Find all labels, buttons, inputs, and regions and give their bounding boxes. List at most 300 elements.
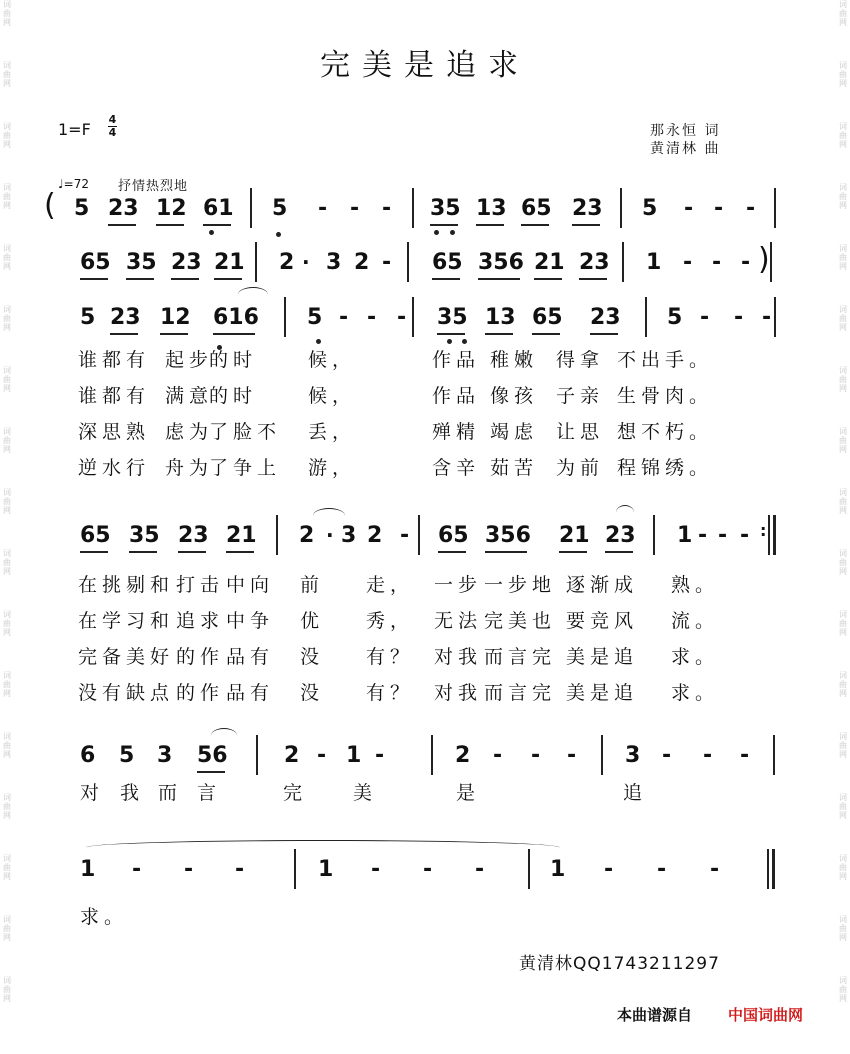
lyric-word: 没 [300, 682, 325, 704]
note: 3 [157, 743, 173, 768]
lyric-word: 没 [300, 646, 325, 668]
lyric-word: 的时 [209, 385, 258, 407]
watermark-char: 曲 [3, 924, 11, 933]
lyric-word: 我 [120, 782, 145, 804]
note: 3 [341, 523, 357, 548]
watermark-char: 词 [839, 183, 847, 192]
dash-note: - [184, 857, 194, 882]
watermark-gap [836, 1003, 850, 1037]
beam-line [213, 333, 255, 335]
bar-line [645, 297, 647, 337]
lyric-word: 的作 [176, 646, 225, 668]
lyric-word: 谁都有 [78, 385, 151, 407]
watermark-char: 曲 [839, 131, 847, 140]
lyric-line [0, 570, 850, 596]
watermark-char: 词 [3, 854, 11, 863]
watermark-char: 曲 [3, 131, 11, 140]
lyric-word: 谁都有 [78, 349, 151, 371]
watermark-char: 曲 [3, 70, 11, 79]
bar-line [412, 297, 414, 337]
note: 2 [299, 523, 315, 548]
watermark-char: 词 [3, 0, 11, 9]
lyric-word: 求。 [671, 682, 720, 704]
watermark-char: 曲 [3, 863, 11, 872]
bar-line [773, 735, 775, 775]
watermark-char: 网 [3, 628, 11, 637]
watermark-char: 词 [3, 183, 11, 192]
lyric-word: 在挑 [78, 574, 127, 596]
lyric-word: 逆水行 [78, 457, 151, 479]
lyric-word: 中向 [226, 574, 275, 596]
bar-line [431, 735, 433, 775]
lyric-word: 而言完 [484, 682, 557, 704]
watermark-char: 曲 [3, 985, 11, 994]
note: 1 [550, 857, 566, 882]
note: 5 [642, 196, 658, 221]
watermark-char: 网 [839, 140, 847, 149]
watermark-char: 网 [3, 18, 11, 27]
lyric-word: 剔和 [126, 574, 175, 596]
watermark-char: 词 [3, 427, 11, 436]
watermark-char: 网 [3, 201, 11, 210]
watermark-char: 曲 [3, 375, 11, 384]
notation-row [0, 242, 850, 290]
beam-line [437, 333, 465, 335]
note: 1 [677, 523, 693, 548]
lyric-word: 追 [623, 782, 648, 804]
beam-line [559, 551, 587, 553]
watermark-char: 曲 [839, 192, 847, 201]
watermark-gap [836, 149, 850, 183]
lyric-word: 品有 [226, 646, 275, 668]
lyric-word: 生骨 [617, 385, 666, 407]
watermark-char: 曲 [839, 253, 847, 262]
beam-line [156, 224, 184, 226]
beam-line [110, 333, 138, 335]
beam-line [590, 333, 618, 335]
watermark-char: 网 [3, 445, 11, 454]
lyric-word: 对我 [434, 646, 483, 668]
note: 23 [579, 250, 610, 275]
bar-line [407, 242, 409, 282]
lyric-word: 求。 [80, 906, 129, 928]
watermark-char: 网 [3, 689, 11, 698]
tie-arc [313, 508, 345, 523]
watermark-char: 曲 [3, 558, 11, 567]
watermark-char: 网 [839, 933, 847, 942]
lyric-word: 作品 [432, 385, 481, 407]
notation-row [0, 188, 850, 236]
watermark-char: 词 [3, 122, 11, 131]
lyric-word: 中争 [226, 610, 275, 632]
note: 2 [367, 523, 383, 548]
beam-line [214, 278, 242, 280]
octave-dot [434, 230, 439, 235]
note: 21 [214, 250, 245, 275]
bar-line [767, 849, 769, 889]
lyric-word: 了争上 [209, 457, 282, 479]
beam-line [197, 771, 225, 773]
lyric-word: 茹苦 [490, 457, 539, 479]
note: 21 [226, 523, 257, 548]
source-label: 本曲谱源自 [617, 1006, 693, 1024]
lyric-word: 逐渐 [566, 574, 615, 596]
beam-line [534, 278, 562, 280]
expression-mark: 抒情热烈地 [118, 179, 189, 194]
lyric-word: 求。 [671, 646, 720, 668]
beam-line [572, 224, 600, 226]
lyric-word: 一步地 [484, 574, 557, 596]
watermark-char: 词 [3, 305, 11, 314]
watermark-gap [836, 88, 850, 122]
final-bar-line [773, 515, 776, 555]
lyric-word: 子亲 [556, 385, 605, 407]
lyric-word: 前 [300, 574, 325, 596]
dash-note: - [684, 196, 694, 221]
note: 35 [430, 196, 461, 221]
note: 616 [213, 305, 259, 330]
lyric-word: 想不 [617, 421, 666, 443]
bar-line [774, 188, 776, 228]
watermark-char: 曲 [839, 802, 847, 811]
notation-row [0, 523, 850, 563]
source-site-link[interactable]: 中国词曲网 [728, 1006, 804, 1024]
bar-line [622, 242, 624, 282]
note: 1 [646, 250, 662, 275]
note: 3 [326, 250, 342, 275]
dash-note: - [762, 305, 772, 330]
dash-note: - [400, 523, 410, 548]
lyric-word: 对我 [434, 682, 483, 704]
watermark-char: 词 [839, 427, 847, 436]
watermark-gap [0, 820, 14, 854]
beam-line [129, 551, 157, 553]
lyric-word: 绣。 [665, 457, 714, 479]
note: 35 [437, 305, 468, 330]
lyric-word: 对 [80, 782, 105, 804]
lyric-word: 美 [353, 782, 378, 804]
note: 65 [80, 523, 111, 548]
watermark-char: 曲 [839, 314, 847, 323]
watermark-char: 词 [3, 915, 11, 924]
beam-line [579, 278, 607, 280]
dash-note: - [712, 250, 722, 275]
watermark-char: 曲 [839, 924, 847, 933]
note: 5 [667, 305, 683, 330]
watermark-char: 网 [3, 384, 11, 393]
lyric-word: 言 [197, 782, 222, 804]
tie-arc [86, 840, 560, 855]
lyric-word: 打击 [176, 574, 225, 596]
dash-note: - [371, 857, 381, 882]
note: 13 [476, 196, 507, 221]
watermark-char: 曲 [3, 192, 11, 201]
lyric-word: 作品 [432, 349, 481, 371]
lyric-word: 得拿 [556, 349, 605, 371]
watermark-char: 词 [3, 61, 11, 70]
lyric-line [0, 381, 850, 407]
lyric-word: 有？ [366, 682, 415, 704]
watermark-char: 词 [839, 549, 847, 558]
watermark-char: 曲 [839, 9, 847, 18]
bar-line [412, 188, 414, 228]
watermark-char: 网 [839, 689, 847, 698]
note: 65 [532, 305, 563, 330]
note: 1 [80, 857, 96, 882]
bar-line [256, 735, 258, 775]
beam-line [438, 551, 466, 553]
tie-arc [238, 287, 268, 302]
note: 65 [432, 250, 463, 275]
dash-note: - [700, 305, 710, 330]
watermark-char: 曲 [839, 680, 847, 689]
beam-line [485, 551, 527, 553]
bar-line [250, 188, 252, 228]
lyric-word: 没有 [78, 682, 127, 704]
lyric-word: 游， [308, 457, 357, 479]
dash-note: - [746, 196, 756, 221]
watermark-char: 词 [3, 793, 11, 802]
watermark-char: 词 [3, 488, 11, 497]
note: 21 [559, 523, 590, 548]
lyric-word: 肉。 [665, 385, 714, 407]
lyric-word: 走， [366, 574, 415, 596]
lyric-word: 追 [614, 682, 639, 704]
watermark-char: 网 [3, 323, 11, 332]
dash-note: - [397, 305, 407, 330]
note: 356 [485, 523, 531, 548]
watermark-char: 词 [839, 793, 847, 802]
lyric-word: 风 [614, 610, 639, 632]
watermark-char: 网 [839, 872, 847, 881]
lyric-word: 满意 [165, 385, 214, 407]
dash-note: - [567, 743, 577, 768]
lyric-word: 美是 [566, 682, 615, 704]
watermark-char: 网 [839, 567, 847, 576]
lyric-word: 像孩 [490, 385, 539, 407]
note: 2 [279, 250, 295, 275]
note: 23 [171, 250, 202, 275]
time-sig-top: 4 [108, 113, 117, 126]
watermark-gap [836, 942, 850, 976]
dash-note: - [339, 305, 349, 330]
watermark-char: 词 [839, 61, 847, 70]
watermark-char: 曲 [3, 741, 11, 750]
dash-note: - [382, 250, 392, 275]
lyric-word: 的作 [176, 682, 225, 704]
note: 23 [108, 196, 139, 221]
note: 56 [197, 743, 228, 768]
octave-dot [462, 339, 467, 344]
lyric-word: 要竞 [566, 610, 615, 632]
watermark-char: 网 [839, 811, 847, 820]
watermark-char: 网 [3, 872, 11, 881]
beam-line [203, 224, 231, 226]
note: 35 [126, 250, 157, 275]
lyric-word: 美是 [566, 646, 615, 668]
watermark-char: 网 [3, 750, 11, 759]
note: 5 [119, 743, 135, 768]
lyric-line [0, 678, 850, 704]
beam-line [485, 333, 513, 335]
watermark-char: 曲 [3, 253, 11, 262]
watermark-char: 词 [3, 610, 11, 619]
lyric-word: 不出 [617, 349, 666, 371]
lyric-word: 有？ [366, 646, 415, 668]
watermark-char: 词 [839, 610, 847, 619]
watermark-char: 词 [3, 549, 11, 558]
lyric-word: 习和 [126, 610, 175, 632]
watermark-gap [0, 1003, 14, 1037]
watermark-char: 词 [839, 0, 847, 9]
dash-note: - [714, 196, 724, 221]
dash-note: - [683, 250, 693, 275]
lyric-word: 完 [283, 782, 308, 804]
watermark-char: 网 [3, 933, 11, 942]
lyric-word: 优 [300, 610, 325, 632]
watermark-char: 网 [3, 506, 11, 515]
watermark-char: 曲 [3, 802, 11, 811]
watermark-gap [0, 149, 14, 183]
dash-note: - [710, 857, 720, 882]
note: 65 [521, 196, 552, 221]
lyric-word: 完备 [78, 646, 127, 668]
note: 23 [572, 196, 603, 221]
lyric-word: 虑为 [165, 421, 214, 443]
note: 21 [534, 250, 565, 275]
watermark-char: 词 [839, 976, 847, 985]
watermark-char: 曲 [3, 619, 11, 628]
lyric-word: 一步 [434, 574, 483, 596]
dash-note: - [423, 857, 433, 882]
dash-note: - [132, 857, 142, 882]
octave-dot [276, 232, 281, 237]
bar-line [620, 188, 622, 228]
watermark-char: 词 [839, 122, 847, 131]
lyric-word: 竭虑 [490, 421, 539, 443]
beam-line [432, 278, 460, 280]
watermark-char: 曲 [3, 497, 11, 506]
beam-line [476, 224, 504, 226]
dash-note: - [317, 743, 327, 768]
time-signature [108, 114, 117, 139]
lyric-word: 美好 [126, 646, 175, 668]
dash-note: - [235, 857, 245, 882]
lyric-word: 起步 [165, 349, 214, 371]
lyric-line [0, 902, 850, 928]
lyric-word: 而 [158, 782, 183, 804]
watermark-char: 网 [3, 811, 11, 820]
lyric-word: 让思 [556, 421, 605, 443]
lyric-word: 在学 [78, 610, 127, 632]
watermark-char: 词 [839, 305, 847, 314]
tie-arc [211, 728, 237, 743]
beam-line [126, 278, 154, 280]
lyric-word: 丢， [308, 421, 357, 443]
watermark-char: 网 [839, 384, 847, 393]
note: 6 [80, 743, 96, 768]
bar-line [601, 735, 603, 775]
lyric-word: 深思熟 [78, 421, 151, 443]
lyric-word: 手。 [665, 349, 714, 371]
watermark-char: 词 [839, 366, 847, 375]
lyricist-credit: 那永恒 词 [650, 123, 721, 139]
dash-note: - [375, 743, 385, 768]
lyric-word: 稚嫩 [490, 349, 539, 371]
watermark-char: 网 [3, 140, 11, 149]
watermark-char: 词 [839, 732, 847, 741]
lyric-word: 含辛 [432, 457, 481, 479]
dash-note: - [698, 523, 708, 548]
watermark-char: 词 [839, 244, 847, 253]
note: 23 [110, 305, 141, 330]
watermark-char: 网 [3, 567, 11, 576]
beam-line [108, 224, 136, 226]
watermark-char: 网 [839, 628, 847, 637]
lyric-word: 的时 [209, 349, 258, 371]
signature: 黄清林QQ1743211297 [519, 954, 720, 974]
lyric-word: 缺点 [126, 682, 175, 704]
watermark-char: 网 [839, 201, 847, 210]
dash-note: - [703, 743, 713, 768]
watermark-char: 网 [839, 79, 847, 88]
beam-line [80, 278, 108, 280]
repeat-bracket: ) [758, 242, 770, 277]
lyric-word: 殚精 [432, 421, 481, 443]
note: 5 [74, 196, 90, 221]
note: 65 [438, 523, 469, 548]
octave-dot [209, 230, 214, 235]
beam-line [226, 551, 254, 553]
watermark-char: 网 [839, 262, 847, 271]
watermark-char: 词 [3, 732, 11, 741]
note: 12 [156, 196, 187, 221]
watermark-char: 词 [3, 244, 11, 253]
watermark-char: 网 [839, 750, 847, 759]
watermark-gap [0, 88, 14, 122]
octave-dot [447, 339, 452, 344]
credits [650, 122, 720, 158]
watermark-char: 词 [839, 671, 847, 680]
lyric-word: 而言完 [484, 646, 557, 668]
beam-line [171, 278, 199, 280]
note: 23 [605, 523, 636, 548]
watermark-char: 网 [3, 994, 11, 1003]
watermark-char: 曲 [839, 70, 847, 79]
watermark-char: 网 [839, 506, 847, 515]
note: 35 [129, 523, 160, 548]
bar-line [418, 515, 420, 555]
watermark-char: 曲 [839, 863, 847, 872]
dash-note: - [740, 743, 750, 768]
lyric-word: 成 [614, 574, 639, 596]
dash-note: - [382, 196, 392, 221]
lyric-word: 完美也 [484, 610, 557, 632]
bar-line [255, 242, 257, 282]
note: 5 [272, 196, 288, 221]
watermark-char: 网 [839, 445, 847, 454]
notation-row [0, 305, 850, 345]
watermark-gap [0, 942, 14, 976]
dash-note: - [604, 857, 614, 882]
lyric-word: 流。 [671, 610, 720, 632]
lyric-line [0, 453, 850, 479]
notation-row [0, 743, 850, 783]
note: 2 [455, 743, 471, 768]
time-sig-bottom: 4 [108, 126, 117, 139]
dash-note: - [318, 196, 328, 221]
bar-line [653, 515, 655, 555]
